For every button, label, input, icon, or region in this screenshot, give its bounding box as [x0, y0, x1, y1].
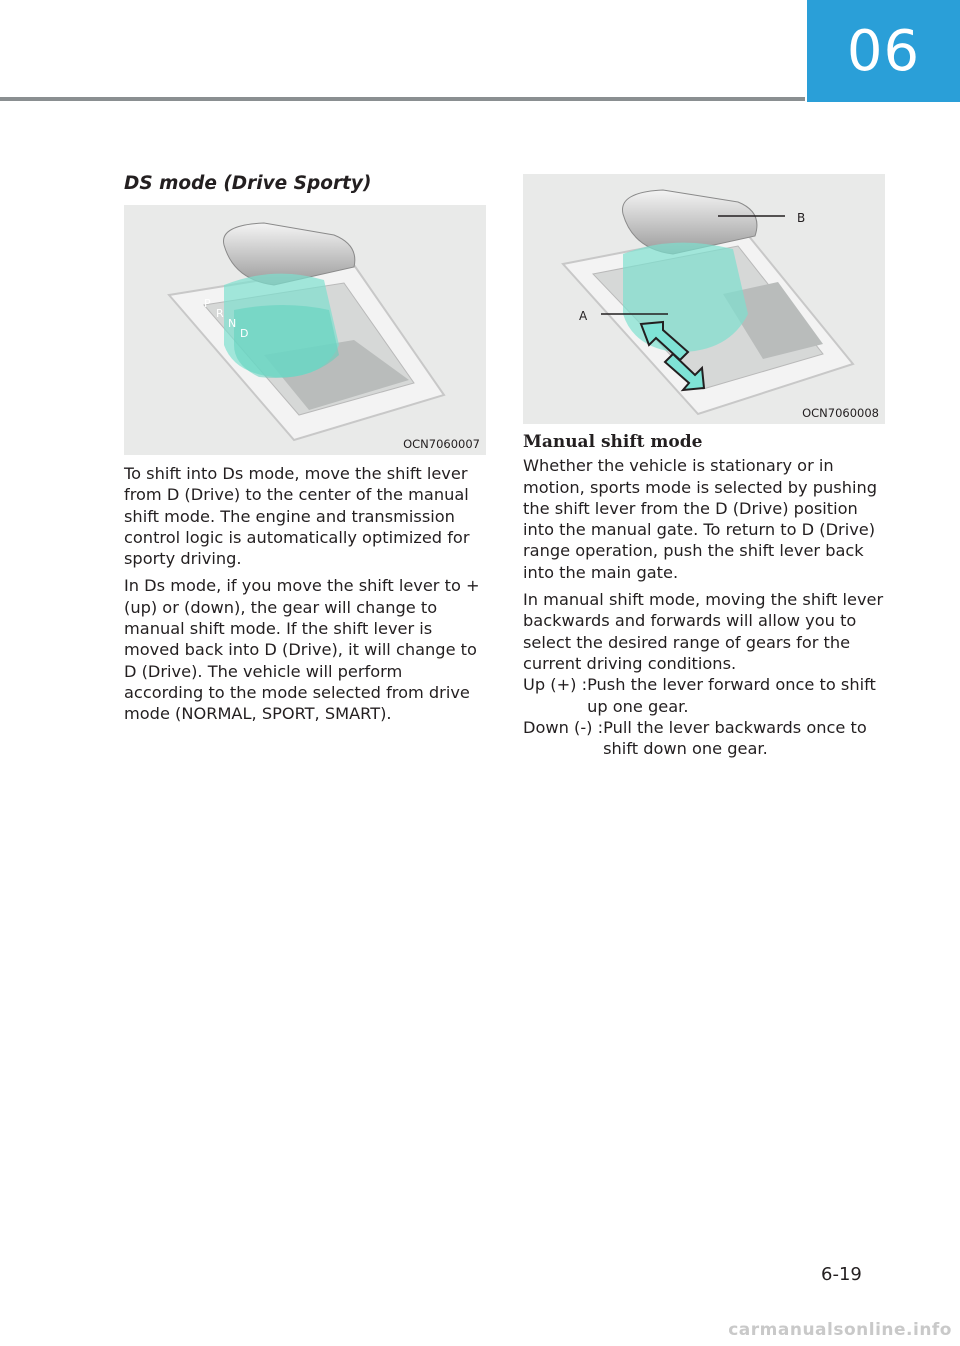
figure-code: OCN7060007 [403, 437, 480, 451]
definition-term: Down (-) : [523, 717, 604, 737]
svg-text:R: R [216, 307, 224, 320]
section-title: DS mode (Drive Sporty) [124, 173, 372, 194]
definition-desc: Pull the lever backwards once to shift down one gear. [603, 717, 867, 759]
label-a: A [579, 309, 588, 323]
svg-text:P: P [204, 297, 211, 310]
svg-text:N: N [228, 317, 237, 330]
watermark[interactable]: carmanualsonline.info [728, 1320, 952, 1340]
paragraph: In Ds mode, if you move the shift lever to + (up) or (down), the gear will change to manual shift mode. If the shift lever is moved back into D (Drive), it will change to D (Drive). The vehicle will perform according to the mode selected from drive mode (NORMAL, SPORT, SMART). [124, 576, 480, 724]
manual-shift-illustration [523, 174, 885, 424]
header-rule [0, 97, 805, 101]
definition-term: Up (+) : [523, 675, 588, 695]
paragraph: To shift into Ds mode, move the shift lever from D (Drive) to the center of the manual shift mode. The engine and transmission control logic is automatically optimized for sporty driving. [124, 464, 470, 569]
ds-mode-figure [124, 205, 486, 455]
paragraph: Whether the vehicle is stationary or in motion, sports mode is selected by pushing the shift lever from the D (Drive) position into the manual gate. To return to D (Drive) range operation, push the shift lever back into the main gate. [523, 456, 878, 582]
figure-code: OCN7060008 [802, 406, 879, 420]
definition-desc: Push the lever forward once to shift up one gear. [587, 675, 876, 716]
definition-up [523, 674, 885, 717]
label-b: B [797, 211, 806, 225]
svg-text:D: D [240, 327, 249, 340]
chapter-number: 06 [846, 18, 921, 84]
right-column [523, 432, 885, 759]
chapter-tab [807, 0, 960, 102]
manual-shift-heading: Manual shift mode [523, 432, 703, 452]
manual-mode-figure [523, 174, 885, 424]
paragraph: In manual shift mode, moving the shift lever backwards and forwards will allow you to select the desired range of gears for the current driving conditions. [523, 590, 884, 673]
shift-lever-illustration [124, 205, 486, 455]
page-number: 6-19 [821, 1264, 862, 1285]
left-column [124, 463, 486, 731]
definition-down [523, 717, 885, 760]
